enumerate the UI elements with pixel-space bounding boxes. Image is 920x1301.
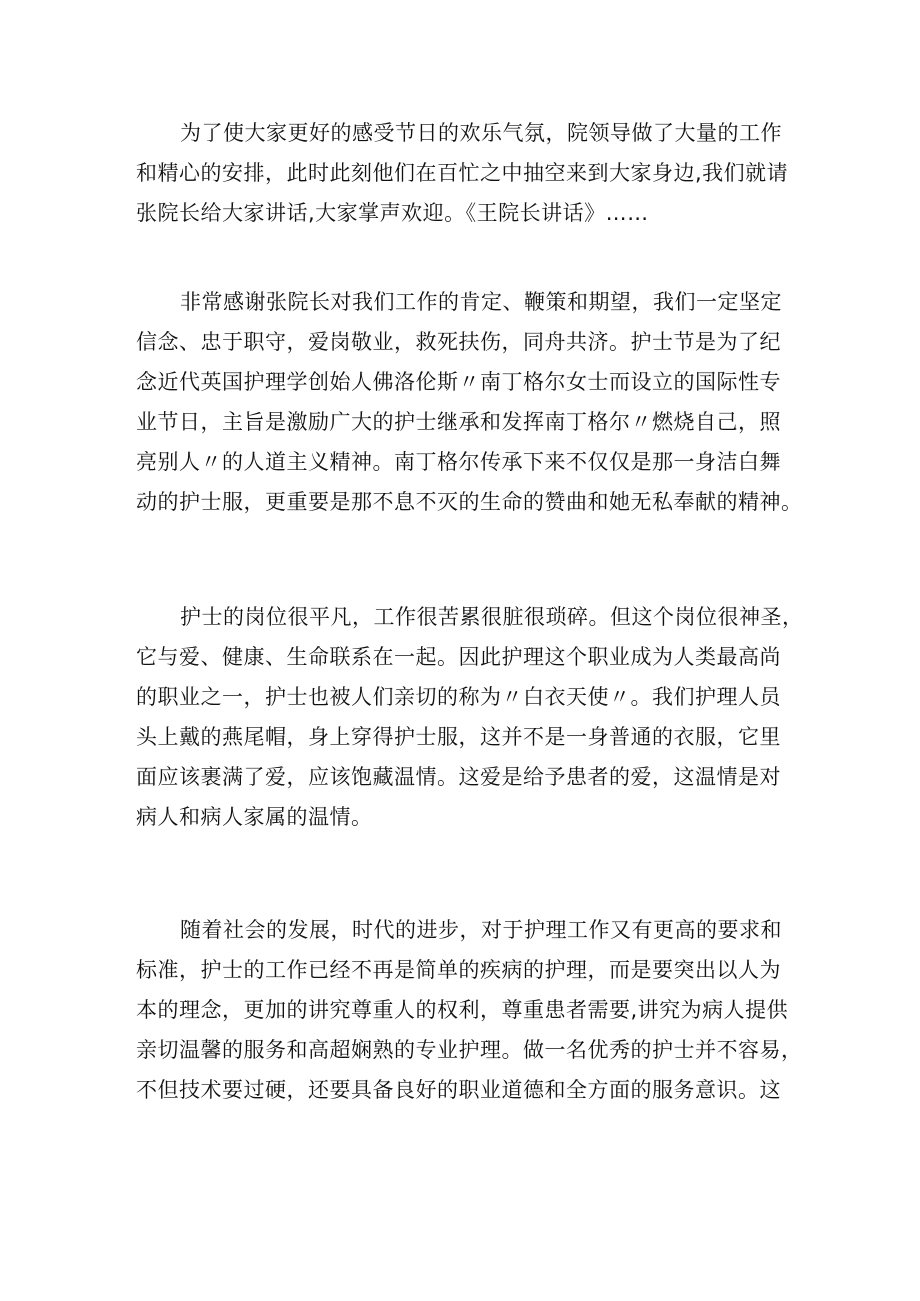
text-line: 亮别人〃的人道主义精神。南丁格尔传承下来不仅仅是那一身洁白舞 — [136, 450, 781, 474]
paragraph-intro — [136, 113, 808, 233]
text-line: 和精心的安排，此时此刻他们在百忙之中抽空来到大家身边,我们就请 — [136, 161, 789, 185]
paragraph-nurse-role — [136, 597, 808, 837]
text-line: 信念、忠于职守，爱岗敬业，救死扶伤，同舟共济。护士节是为了纪 — [136, 330, 781, 354]
text-line: 的职业之一，护士也被人们亲切的称为〃白衣天使〃。我们护理人员 — [136, 685, 781, 709]
text-line: 本的理念，更加的讲究尊重人的权利，尊重患者需要,讲究为病人提供 — [136, 998, 789, 1022]
text-line: 不但技术要过硬，还要具备良好的职业道德和全方面的服务意识。这 — [136, 1078, 781, 1102]
text-line: 念近代英国护理学创始人佛洛伦斯〃南丁格尔女士而设立的国际性专 — [136, 370, 781, 394]
text-line: 它与爱、健康、生命联系在一起。因此护理这个职业成为人类最高尚 — [136, 645, 781, 669]
text-line: 随着社会的发展，时代的进步，对于护理工作又有更高的要求和 — [180, 918, 782, 942]
text-line: 为了使大家更好的感受节日的欢乐气氛，院领导做了大量的工作 — [180, 121, 782, 145]
text-line: 护士的岗位很平凡，工作很苦累很脏很琐碎。但这个岗位很神圣， — [180, 605, 804, 629]
text-line: 头上戴的燕尾帽，身上穿得护士服，这并不是一身普通的衣服，它里 — [136, 725, 781, 749]
text-line: 亲切温馨的服务和高超娴熟的专业护理。做一名优秀的护士并不容易， — [136, 1038, 803, 1062]
text-line: 业节日，主旨是激励广大的护士继承和发挥南丁格尔〃燃烧自己，照 — [136, 410, 781, 434]
text-line: 病人和病人家属的温情。 — [136, 805, 373, 829]
paragraph-thanks — [136, 282, 808, 522]
text-line: 张院长给大家讲话,大家掌声欢迎。《王院长讲话》…… — [136, 201, 649, 225]
paragraph-development — [136, 910, 808, 1110]
text-line: 非常感谢张院长对我们工作的肯定、鞭策和期望，我们一定坚定 — [180, 290, 782, 314]
text-line: 动的护士服，更重要是那不息不灭的生命的赞曲和她无私奉献的精神。 — [136, 490, 803, 514]
text-line: 面应该裹满了爱，应该饱藏温情。这爱是给予患者的爱，这温情是对 — [136, 765, 781, 789]
text-line: 标准，护士的工作已经不再是简单的疾病的护理，而是要突出以人为 — [136, 958, 781, 982]
